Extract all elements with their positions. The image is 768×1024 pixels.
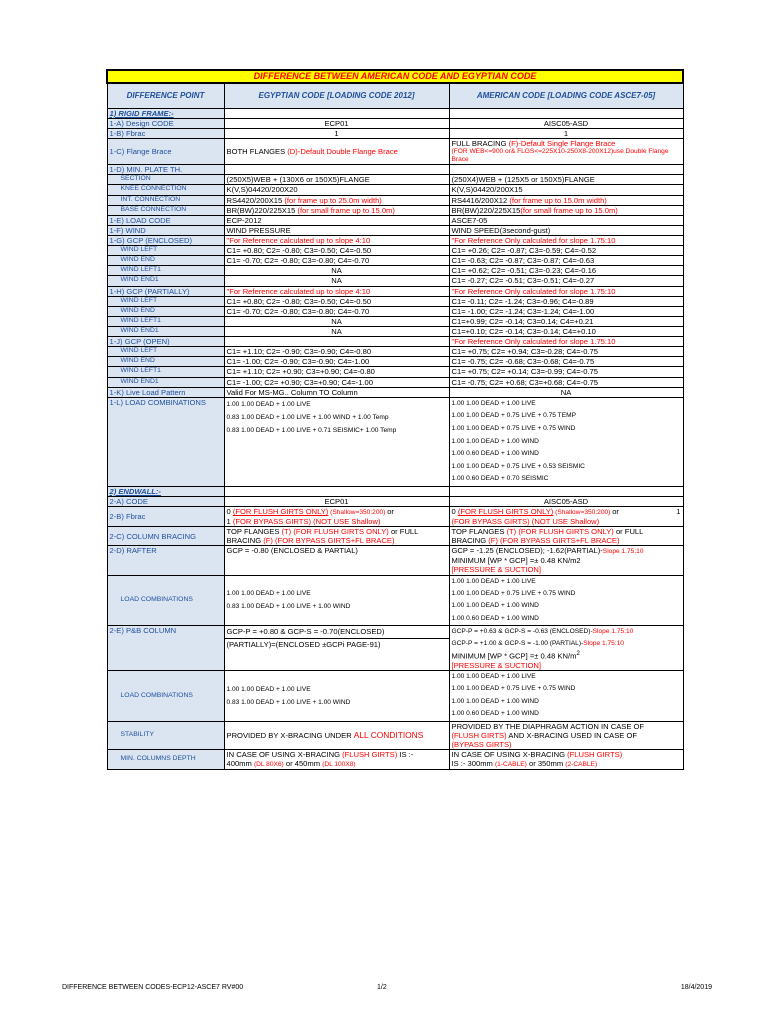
egy-text: IS :- xyxy=(397,749,414,759)
ame-note: (BYPASS GIRTS) xyxy=(451,739,512,749)
combo-line: 0.83 1.00 DEAD + 1.00 LIVE + 0.71 SEISMIC+ 1.00 Temp xyxy=(226,426,397,434)
egy-value: NA xyxy=(224,327,449,337)
egy-note: "For Reference calculated up to slope 4:10 xyxy=(224,236,449,246)
ame-note: (Shallow=350:200) xyxy=(553,509,613,517)
row-sublabel: KNEE CONNECTION xyxy=(107,185,224,195)
egy-note: (T) (FOR FLUSH GIRTS ONLY) xyxy=(281,527,389,537)
section-endwall: 2) ENDWALL:- xyxy=(107,486,224,496)
ame-text: BR(BW)220/225X15 xyxy=(451,205,521,215)
sheet-title: DIFFERENCE BETWEEN AMERICAN CODE AND EGYPTIAN CODE xyxy=(107,70,683,83)
egy-text: BOTH FLANGES xyxy=(226,147,288,157)
ame-text: RS4416/200X12 xyxy=(451,195,510,205)
ame-text: IS :- 300mm xyxy=(451,758,495,768)
ame-note: (F) (FOR BYPASS GIRTS+FL BRACE) xyxy=(488,536,620,546)
egy-value: GCP = -0.80 (ENCLOSED & PARTIAL) xyxy=(224,546,449,575)
row-sublabel: WIND LEFT xyxy=(107,296,224,306)
ame-value xyxy=(449,195,683,205)
ame-note: Slope 1.75:10 xyxy=(602,548,644,556)
egy-text: RS4420/200X15 xyxy=(226,195,285,205)
row-label: 1-J) GCP (OPEN) xyxy=(107,337,224,347)
egy-text: or xyxy=(387,507,394,517)
egy-note: (D)-Default Double Flange Brace xyxy=(287,147,398,157)
combo-line: 1.00 1.00 DEAD + 0.75 LIVE + 0.75 TEMP xyxy=(451,412,577,420)
comparison-table xyxy=(106,69,684,770)
ame-value: C1= +0.62; C2= -0.51; C3=-0.23; C4=-0.16 xyxy=(449,266,683,276)
row-label: 2-A) CODE xyxy=(107,497,224,507)
row-sublabel: LOAD COMBINATIONS xyxy=(107,670,224,721)
ame-value xyxy=(449,721,683,749)
row-sublabel: STABILITY xyxy=(107,721,224,749)
ame-note: [PRESSURE & SUCTION] xyxy=(451,565,541,575)
row-label: 2-D) RAFTER xyxy=(107,546,224,575)
egy-value: C1= +1.10; C2= +0.90; C3=+0.90; C4=-0.80 xyxy=(224,367,449,377)
row-sublabel: INT. CONNECTION xyxy=(107,195,224,205)
ame-note: Slope 1.75:10 xyxy=(583,640,624,648)
row-sublabel: WIND END1 xyxy=(107,327,224,337)
header-point: DIFFERENCE POINT xyxy=(107,83,224,109)
row-sublabel: WIND LEFT1 xyxy=(107,316,224,326)
egy-value xyxy=(224,139,449,165)
row-sublabel: WIND END xyxy=(107,306,224,316)
egy-text: K(V,S)04420/200X20 xyxy=(226,185,298,195)
egy-text: IN CASE OF USING X-BRACING xyxy=(226,749,343,759)
row-sublabel: MIN. COLUMNS DEPTH xyxy=(107,749,224,769)
ame-value xyxy=(449,546,683,575)
egy-value xyxy=(224,205,449,215)
ame-note: (for frame up to 15.0m width) xyxy=(509,195,607,205)
ame-note: Slope 1.75:10 xyxy=(592,628,634,636)
egy-value: C1= +0.80; C2= -0.80; C3=-0.50; C4=-0.50 xyxy=(224,296,449,306)
ame-text: BRACING xyxy=(451,536,489,546)
egy-note: (DL 100X8) xyxy=(322,760,356,768)
egy-text: TOP FLANGES xyxy=(226,527,282,537)
ame-value: C1=+0.99; C2= -0.14; C3=0.14; C4=+0.21 xyxy=(449,316,683,326)
ame-text: K(V,S)04420/200X15 xyxy=(451,185,523,195)
egy-text: or 450mm xyxy=(283,758,323,768)
row-label: 1-C) Flange Brace xyxy=(107,139,224,165)
row-sublabel: WIND END xyxy=(107,357,224,367)
footer-date: 18/4/2019 xyxy=(680,984,712,991)
egy-load-combinations xyxy=(224,575,449,626)
row-label: 2-B) Fbrac xyxy=(107,507,224,527)
ame-value: C1= +0.75; C2= +0.94; C3=-0.28; C4=-0.75 xyxy=(449,347,683,357)
egy-text: GCP-P = +0.80 & GCP-S = -0.70(ENCLOSED) xyxy=(226,627,385,637)
combo-line: 1.00 1.00 DEAD + 0.75 LIVE + 0.75 WIND xyxy=(451,424,576,432)
egy-load-combinations xyxy=(224,670,449,721)
egy-value xyxy=(224,527,449,546)
row-sublabel: WIND LEFT1 xyxy=(107,367,224,377)
ame-text: 1 xyxy=(676,507,681,517)
egy-value: NA xyxy=(224,316,449,326)
egy-note: (for frame up to 25.0m width) xyxy=(284,195,382,205)
egy-note: (DL 80X6) xyxy=(253,760,284,768)
footer-document-name: DIFFERENCE BETWEEN CODES-ECP12-ASCE7 RV#00 xyxy=(62,984,244,991)
ame-value: C1= +0.75; C2= +0.14; C3=-0.99; C4=-0.75 xyxy=(449,367,683,377)
egy-value: 1 xyxy=(224,129,449,139)
ame-value: 1 xyxy=(449,129,683,139)
ame-note: "For Reference Only calculated for slope 1.75:10 xyxy=(449,286,683,296)
row-label: 1-B) Fbrac xyxy=(107,129,224,139)
ame-value: C1= -0.11; C2= -1.24; C3=-0.96; C4=-0.89 xyxy=(449,296,683,306)
row-sublabel: SECTION xyxy=(107,175,224,185)
ame-value: C1= +0.26; C2= -0.87; C3=-0.59; C4=-0.52 xyxy=(449,246,683,256)
ame-text: or 350mm xyxy=(526,758,566,768)
ame-text: or FULL xyxy=(613,527,644,537)
ame-note: (FLUSH GIRTS) xyxy=(567,749,623,759)
ame-text: 2 xyxy=(576,650,580,658)
combo-line: 1.00 1.00 DEAD + 0.75 LIVE + 0.75 WIND xyxy=(451,685,576,693)
ame-note: (for small frame up to 15.0m) xyxy=(520,205,618,215)
egy-value: C1= +0.80; C2= -0.80; C3=-0.50; C4=-0.50 xyxy=(224,246,449,256)
row-sublabel: WIND LEFT1 xyxy=(107,266,224,276)
combo-line: 1.00 1.00 DEAD + 1.00 LIVE xyxy=(451,672,536,680)
ame-note: (F)-Default Single Flange Brace xyxy=(508,139,616,149)
ame-value xyxy=(449,175,683,185)
ame-text: IN CASE OF USING X-BRACING xyxy=(451,749,568,759)
ame-note: "For Reference Only calculated for slope 1.75:10 xyxy=(449,236,683,246)
egy-value: Valid For MS-MG.. Column TO Column xyxy=(224,387,449,397)
egy-value: ECP-2012 xyxy=(224,215,449,225)
ame-text: AND X-BRACING USED IN CASE OF xyxy=(506,730,638,740)
ame-note: [PRESSURE & SUCTION] xyxy=(451,660,541,670)
egy-value: C1= -1.00; C2= -0.90; C3=-0.90; C4=-1.00 xyxy=(224,357,449,367)
ame-value: C1= -0.63; C2= -0.87; C3=-0.87; C4=-0.63 xyxy=(449,256,683,266)
ame-text: 0 xyxy=(451,507,458,517)
egy-text: BR(BW)220/225X15 xyxy=(226,205,298,215)
combo-line: 1.00 1.00 DEAD + 1.00 LIVE xyxy=(451,399,536,407)
combo-line: 1.00 1.00 DEAD + 1.00 WIND xyxy=(451,602,539,610)
ame-value: AISC05-ASD xyxy=(449,497,683,507)
combo-line: 1.00 1.00 DEAD + 1.00 WIND xyxy=(451,437,539,445)
row-label: 1-K) Live Load Pattern xyxy=(107,387,224,397)
row-label: 1-L) LOAD COMBINATIONS xyxy=(107,397,224,486)
ame-value xyxy=(449,626,683,671)
egy-note: "For Reference calculated up to slope 4:10 xyxy=(224,286,449,296)
combo-line: 1.00 1.00 DEAD + 1.00 LIVE xyxy=(451,577,536,585)
row-sublabel: WIND LEFT xyxy=(107,246,224,256)
egy-value: ECP01 xyxy=(224,497,449,507)
row-sublabel: WIND END1 xyxy=(107,276,224,286)
combo-line: 1.00 1.00 DEAD + 1.00 LIVE xyxy=(226,685,311,693)
egy-note: (F) (FOR BYPASS GIRTS+FL BRACE) xyxy=(263,536,395,546)
ame-text: MINIMUM [WP * GCP] =± 0.48 KN/m xyxy=(451,651,577,661)
egy-note: (FOR FLUSH GIRTS ONLY) xyxy=(232,507,329,517)
egy-value xyxy=(224,175,449,185)
ame-value: C1= -0.75; C2= -0.68; C3=-0.68; C4=-0.75 xyxy=(449,357,683,367)
ame-value: C1=+0.10; C2= -0.14; C3=-0.14; C4=+0.10 xyxy=(449,327,683,337)
ame-note: (FOR FLUSH GIRTS ONLY) xyxy=(457,507,554,517)
ame-text: or xyxy=(612,507,619,517)
ame-value xyxy=(449,205,683,215)
row-label: 1-A) Design CODE xyxy=(107,119,224,129)
ame-load-combinations xyxy=(449,397,683,486)
egy-text: 1 xyxy=(226,517,233,527)
row-label: 2-E) P&B COLUMN xyxy=(107,626,224,671)
ame-value: C1= -1.00; C2= -1.24; C3=-1.24; C4=-1.00 xyxy=(449,306,683,316)
egy-text: or FULL xyxy=(388,527,419,537)
ame-note: (T) (FOR FLUSH GIRTS ONLY) xyxy=(506,527,614,537)
ame-value xyxy=(449,527,683,546)
egy-note: (Shallow=350:200) xyxy=(328,509,388,517)
ame-note: (FLUSH GIRTS) xyxy=(451,730,507,740)
egy-value: C1= -0.70; C2= -0.80; C3=-0.80; C4=-0.70 xyxy=(224,256,449,266)
ame-text: (250X4)WEB + (125X5 or 150X5)FLANGE xyxy=(451,175,595,185)
header-american: AMERICAN CODE [LOADING CODE ASCE7-05] xyxy=(449,83,683,109)
row-sublabel: WIND END xyxy=(107,256,224,266)
egy-value xyxy=(224,185,449,195)
egy-note: (for small frame up to 15.0m) xyxy=(297,205,395,215)
row-sublabel: LOAD COMBINATIONS xyxy=(107,575,224,626)
combo-line: 0.83 1.00 DEAD + 1.00 LIVE + 1.00 WIND + 1.00 Temp xyxy=(226,413,389,421)
combo-line: 1.00 1.00 DEAD + 0.75 LIVE + 0.75 WIND xyxy=(451,589,576,597)
egy-value xyxy=(224,337,449,347)
row-label: 1-F) WIND xyxy=(107,225,224,235)
ame-value xyxy=(449,749,683,769)
ame-value xyxy=(449,185,683,195)
combo-line: 1.00 1.00 DEAD + 1.00 LIVE xyxy=(226,590,311,598)
egy-text: 0 xyxy=(226,507,233,517)
ame-value: C1= -0.75; C2= +0.68; C3=+0.68; C4=-0.75 xyxy=(449,377,683,387)
row-sublabel: BASE CONNECTION xyxy=(107,205,224,215)
combo-line: 1.00 0.60 DEAD + 1.00 WIND xyxy=(451,450,539,458)
combo-line: 1.00 0.60 DEAD + 1.00 WIND xyxy=(451,614,539,622)
egy-value xyxy=(224,195,449,205)
row-label: 1-G) GCP (ENCLOSED) xyxy=(107,236,224,246)
ame-value: WIND SPEED(3second-gust) xyxy=(449,225,683,235)
ame-value xyxy=(449,139,683,165)
ame-text: FULL BRACING xyxy=(451,139,509,149)
row-label: 1-D) MIN. PLATE TH. xyxy=(107,165,224,175)
egy-value: NA xyxy=(224,266,449,276)
egy-text: 400mm xyxy=(226,758,254,768)
egy-text: BRACING xyxy=(226,536,264,546)
egy-load-combinations xyxy=(224,397,449,486)
egy-text: (PARTIALLY)=(ENCLOSED ±GCPi PAGE-91) xyxy=(225,638,449,651)
ame-note: (FOR BYPASS GIRTS) (NOT USE Shallow) xyxy=(451,517,600,527)
ame-text: TOP FLANGES xyxy=(451,527,507,537)
egy-value: C1= +1.10; C2= -0.90; C3=-0.90; C4=-0.80 xyxy=(224,347,449,357)
egy-note: (FOR BYPASS GIRTS) (NOT USE Shallow) xyxy=(232,517,381,527)
egy-note: (FLUSH GIRTS) xyxy=(342,749,398,759)
combo-line: 0.83 1.00 DEAD + 1.00 LIVE + 1.00 WIND xyxy=(226,603,351,611)
egy-value: C1= -1.00; C2= +0.90; C3=+0.90; C4=-1.00 xyxy=(224,377,449,387)
egy-value xyxy=(224,721,449,749)
ame-text: PROVIDED BY THE DIAPHRAGM ACTION IN CASE OF xyxy=(451,721,645,731)
combo-line: 1.00 0.60 DEAD + 1.00 WIND xyxy=(451,710,539,718)
row-label: 2-C) COLUMN BRACING xyxy=(107,527,224,546)
row-sublabel: WIND END1 xyxy=(107,377,224,387)
egy-value xyxy=(224,749,449,769)
section-rigid-frame: 1) RIGID FRAME:- xyxy=(107,109,224,119)
egy-value xyxy=(224,626,449,671)
ame-value: ASCE7-05 xyxy=(449,215,683,225)
ame-text: MINIMUM [WP * GCP] =± 0.48 KN/m2 xyxy=(451,556,581,566)
egy-value: C1= -0.70; C2= -0.80; C3=-0.80; C4=-0.70 xyxy=(224,306,449,316)
ame-note-detail: (FOR WEB<=900 or& FLGS<=225X10-250X8-200X12)use Double Flange Brace xyxy=(451,148,669,164)
combo-line: 1.00 1.00 DEAD + 0.75 LIVE + 0.53 SEISMIC xyxy=(451,462,585,470)
combo-line: 0.83 1.00 DEAD + 1.00 LIVE + 1.00 WIND xyxy=(226,698,351,706)
ame-note: (1-CABLE) xyxy=(494,760,527,768)
egy-note: ALL CONDITIONS xyxy=(353,730,424,741)
header-egyptian: EGYPTIAN CODE [LOADING CODE 2012] xyxy=(224,83,449,109)
egy-value: NA xyxy=(224,276,449,286)
ame-text: GCP = -1.25 (ENCLOSED); -1.62(PARTIAL)- xyxy=(451,546,603,556)
ame-value: AISC05-ASD xyxy=(449,119,683,129)
ame-load-combinations xyxy=(449,670,683,721)
combo-line: 1.00 1.00 DEAD + 1.00 WIND xyxy=(451,697,539,705)
egy-text: (250X5)WEB + (130X6 or 150X5)FLANGE xyxy=(226,175,370,185)
ame-value xyxy=(449,507,683,527)
ame-text: GCP-P = +1.00 & GCP-S = -1.00 (PARTIAL)- xyxy=(451,640,584,648)
combo-line: 1.00 0.60 DEAD + 0.70 SEISMIC xyxy=(451,475,549,483)
row-label: 1-E) LOAD CODE xyxy=(107,215,224,225)
ame-text: GCP-P = +0.63 & GCP-S = -0.63 (ENCLOSED)- xyxy=(451,628,593,636)
ame-note: (2-CABLE) xyxy=(565,760,598,768)
egy-value: WIND PRESSURE xyxy=(224,225,449,235)
egy-value: ECP01 xyxy=(224,119,449,129)
ame-value: C1= -0.27; C2= -0.51; C3=-0.51; C4=-0.27 xyxy=(449,276,683,286)
egy-value xyxy=(224,507,449,527)
footer-page-number: 1/2 xyxy=(377,984,387,991)
combo-line: 1.00 1.00 DEAD + 1.00 LIVE xyxy=(226,400,311,408)
ame-note: "For Reference Only calculated for slope 1.75:10 xyxy=(449,337,683,347)
ame-load-combinations xyxy=(449,575,683,626)
ame-value: NA xyxy=(449,387,683,397)
row-label: 1-H) GCP (PARTIALLY) xyxy=(107,286,224,296)
row-sublabel: WIND LEFT xyxy=(107,347,224,357)
egy-text: PROVIDED BY X-BRACING UNDER xyxy=(226,731,354,741)
